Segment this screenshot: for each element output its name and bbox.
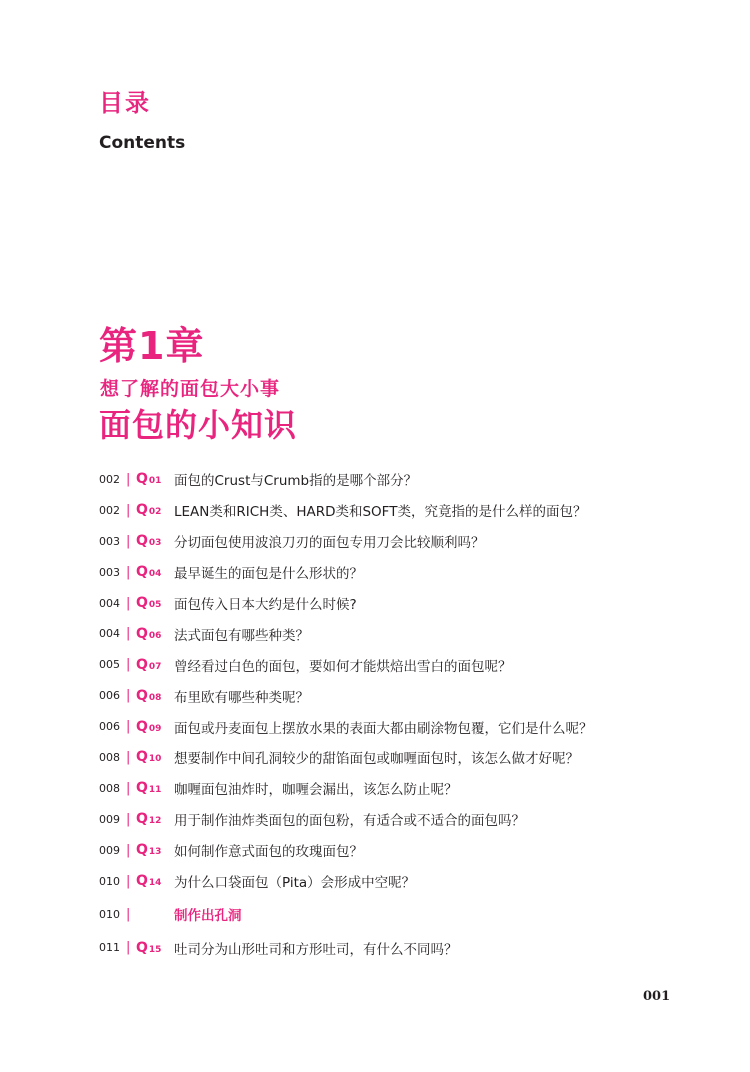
divider: | <box>126 595 131 611</box>
toc-subheading: Contents <box>99 133 186 153</box>
page-number: 010 <box>99 874 120 888</box>
page-number: 006 <box>99 689 120 703</box>
entry-title: 最早诞生的面包是什么形状的？ <box>174 566 363 583</box>
divider: | <box>126 626 131 642</box>
question-letter: Q <box>136 533 148 550</box>
question-number: 13 <box>148 847 162 858</box>
question-label <box>136 657 174 673</box>
divider: | <box>126 873 131 889</box>
question-letter: Q <box>136 718 148 735</box>
question-number: 11 <box>148 785 162 796</box>
question-label <box>136 595 174 611</box>
question-label <box>136 780 174 796</box>
toc-entry[interactable] <box>99 464 699 495</box>
toc-entry[interactable] <box>99 773 699 804</box>
page-number: 003 <box>99 565 120 579</box>
question-letter: Q <box>136 939 148 956</box>
question-letter: Q <box>136 780 148 797</box>
question-number: 07 <box>148 661 162 672</box>
question-letter: Q <box>136 625 148 642</box>
toc-entry[interactable] <box>99 557 699 588</box>
question-number: 08 <box>148 692 162 703</box>
divider: | <box>126 564 131 580</box>
question-number: 12 <box>148 816 162 827</box>
question-label <box>136 533 174 549</box>
entry-title: 分切面包使用波浪刀刃的面包专用刀会比较顺利吗？ <box>174 535 485 552</box>
question-label <box>136 940 174 956</box>
page-number: 009 <box>99 843 120 857</box>
question-number: 01 <box>148 476 162 487</box>
question-number: 06 <box>148 630 162 641</box>
question-letter: Q <box>136 656 148 673</box>
divider: | <box>126 688 131 704</box>
question-letter: Q <box>136 502 148 519</box>
question-label <box>136 719 174 735</box>
question-number: 05 <box>148 600 162 610</box>
toc-entry[interactable] <box>99 588 699 619</box>
question-label <box>136 811 174 827</box>
entry-title: 吐司分为山形吐司和方形吐司，有什么不同吗？ <box>174 941 458 958</box>
question-letter: Q <box>136 595 148 611</box>
question-label <box>136 502 174 518</box>
entry-title: 咖喱面包油炸时，咖喱会漏出，该怎么防止呢？ <box>174 782 458 799</box>
question-letter: Q <box>136 873 148 890</box>
chapter-number: 第1章 <box>99 324 205 368</box>
page-number: 010 <box>99 907 120 921</box>
toc-section-entry[interactable] <box>99 896 699 932</box>
toc-heading: 目录 <box>99 89 151 117</box>
divider: | <box>126 471 131 487</box>
question-letter: Q <box>136 564 148 581</box>
divider: | <box>126 906 131 922</box>
divider: | <box>126 749 131 765</box>
page-number: 008 <box>99 781 120 795</box>
question-letter: Q <box>136 471 148 488</box>
page-number: 002 <box>99 472 120 486</box>
question-label <box>136 564 174 580</box>
toc-entry[interactable] <box>99 835 699 866</box>
entry-title: 面包传入日本大约是什么时候? <box>174 597 357 613</box>
page-number: 004 <box>99 627 120 641</box>
toc-entry[interactable] <box>99 495 699 526</box>
divider: | <box>126 502 131 518</box>
toc-entry[interactable] <box>99 526 699 557</box>
toc-list <box>99 464 699 963</box>
toc-entry[interactable] <box>99 932 699 963</box>
page-number: 002 <box>99 503 120 517</box>
entry-title: 法式面包有哪些种类？ <box>174 627 309 644</box>
divider: | <box>126 533 131 549</box>
toc-entry[interactable] <box>99 649 699 680</box>
page-number: 004 <box>99 596 120 610</box>
toc-entry[interactable] <box>99 711 699 742</box>
question-number: 04 <box>148 569 162 580</box>
question-number: 10 <box>148 754 162 765</box>
entry-title: 曾经看过白色的面包，要如何才能烘焙出雪白的面包呢？ <box>174 658 512 675</box>
toc-entry[interactable] <box>99 618 699 649</box>
toc-entry[interactable] <box>99 742 699 773</box>
toc-entry[interactable] <box>99 680 699 711</box>
question-letter: Q <box>136 687 148 704</box>
divider: | <box>126 780 131 796</box>
toc-entry[interactable] <box>99 866 699 897</box>
question-label <box>136 688 174 704</box>
question-letter: Q <box>136 811 148 828</box>
page-number: 011 <box>99 941 120 955</box>
question-letter: Q <box>136 749 148 766</box>
entry-title: 想要制作中间孔洞较少的甜馅面包或咖喱面包时，该怎么做才好呢？ <box>174 751 579 768</box>
question-label <box>136 471 174 487</box>
divider: | <box>126 811 131 827</box>
question-number: 02 <box>148 507 162 518</box>
page-number: 005 <box>99 658 120 672</box>
entry-title: 布里欧有哪些种类呢？ <box>174 689 309 706</box>
entry-title: 面包的Crust与Crumb指的是哪个部分？ <box>174 473 418 490</box>
entry-title: LEAN类和RICH类、HARD类和SOFT类，究竟指的是什么样的面包？ <box>174 504 587 521</box>
entry-title: 为什么口袋面包（Pita）会形成中空呢？ <box>174 875 416 892</box>
divider: | <box>126 842 131 858</box>
page-folio: 001 <box>643 989 671 1004</box>
question-label <box>136 873 174 889</box>
question-letter: Q <box>136 842 148 859</box>
entry-title: 面包或丹麦面包上摆放水果的表面大都由刷涂物包覆，它们是什么呢？ <box>174 720 593 737</box>
question-number: 09 <box>148 723 162 734</box>
question-label <box>136 749 174 765</box>
page-number: 008 <box>99 750 120 764</box>
entry-title: 用于制作油炸类面包的面包粉，有适合或不适合的面包吗？ <box>174 813 525 830</box>
divider: | <box>126 940 131 956</box>
question-number: 15 <box>148 944 162 955</box>
chapter-title: 面包的小知识 <box>99 406 298 444</box>
question-number: 03 <box>148 538 162 549</box>
question-number: 14 <box>148 878 162 889</box>
section-title: 制作出孔洞 <box>174 908 242 925</box>
question-label <box>136 842 174 858</box>
divider: | <box>126 657 131 673</box>
chapter-subtitle: 想了解的面包大小事 <box>100 378 281 400</box>
divider: | <box>126 719 131 735</box>
page-number: 006 <box>99 720 120 734</box>
page-number: 009 <box>99 812 120 826</box>
toc-entry[interactable] <box>99 804 699 835</box>
page-number: 003 <box>99 534 120 548</box>
entry-title: 如何制作意式面包的玫瑰面包？ <box>174 844 363 861</box>
question-label <box>136 626 174 642</box>
